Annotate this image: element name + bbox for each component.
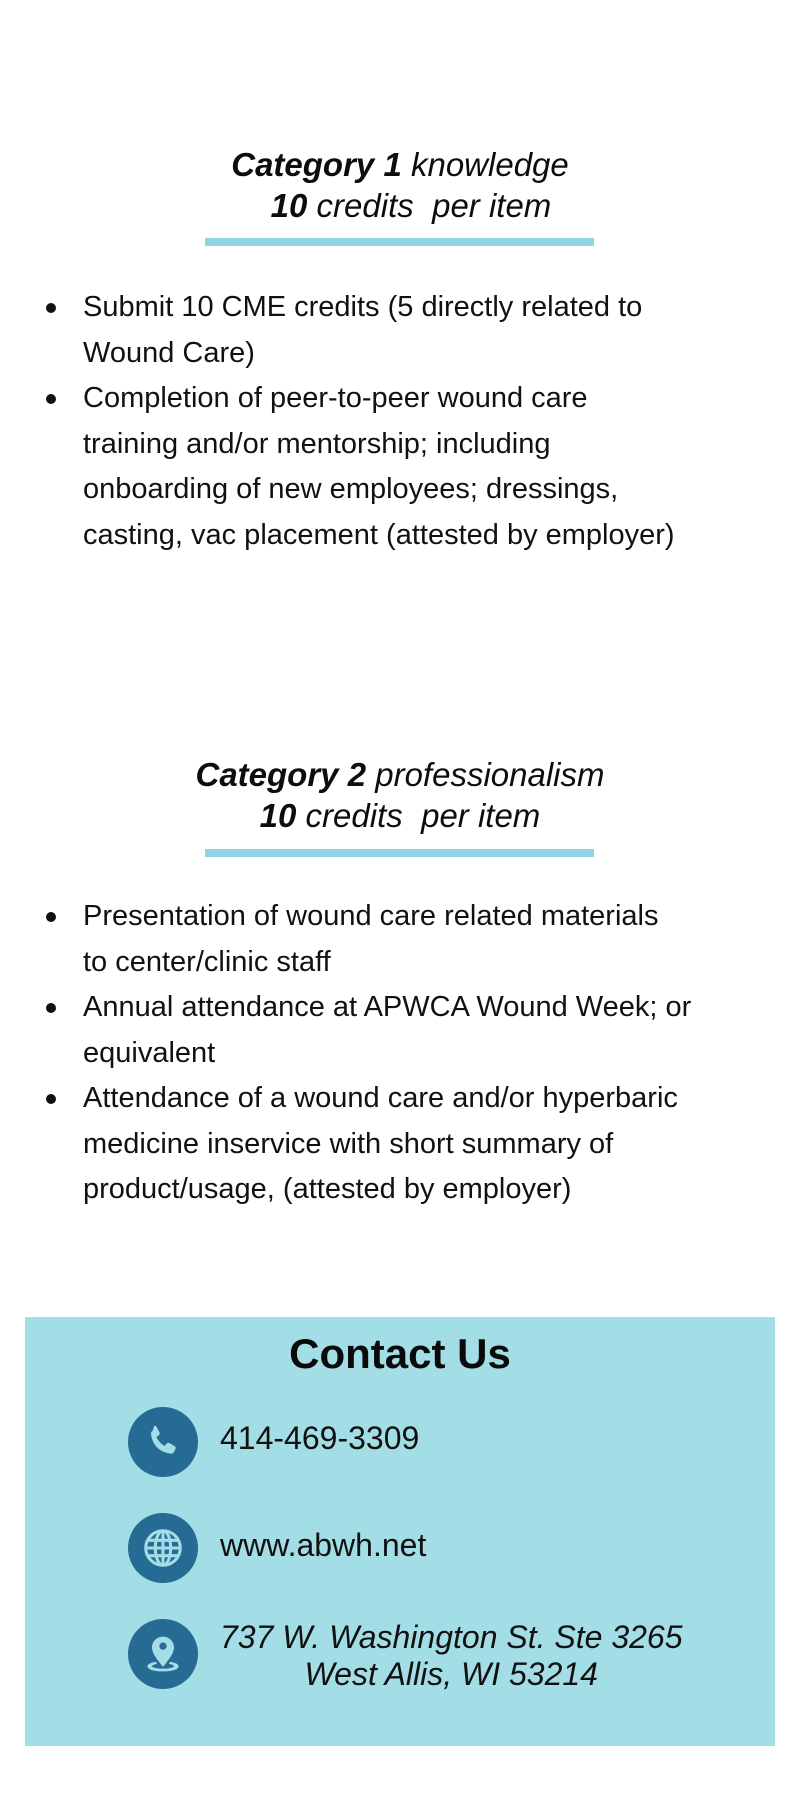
category-1-label: Category 1 [231, 146, 402, 183]
category-2-divider [205, 849, 594, 857]
phone-icon [128, 1407, 198, 1477]
list-item-text: Attendance of a wound care and/or hyperbaric medicine inservice with short summary of product/usage, (attested by employer) [83, 1082, 678, 1205]
list-item-text: Submit 10 CME credits (5 directly related to Wound Care) [83, 291, 643, 369]
category-1-credits-line [0, 185, 800, 226]
contact-panel [25, 1317, 775, 1746]
category-1-credits-value: 10 [270, 187, 308, 224]
category-2-name: professionalism [366, 756, 605, 793]
category-2-list [0, 894, 800, 1213]
category-1-heading [0, 144, 800, 226]
list-item [0, 1076, 800, 1213]
category-2-credits-value: 10 [259, 797, 297, 834]
category-2-credits-text: credits per item [296, 797, 541, 834]
contact-phone[interactable]: 414-469-3309 [220, 1420, 420, 1456]
globe-icon [128, 1513, 198, 1583]
list-item-text: Completion of peer-to-peer wound care training and/or mentorship; including onboarding of new employees; dressings, casting, vac placement (attested by employer) [83, 382, 675, 551]
category-1-credits-text: credits per item [307, 187, 552, 224]
list-item [0, 376, 800, 558]
contact-address [220, 1619, 683, 1693]
category-1-list [0, 285, 800, 558]
address-line-2: West Allis, WI 53214 [304, 1656, 598, 1692]
contact-website-link[interactable]: www.abwh.net [220, 1527, 427, 1563]
location-pin-icon [128, 1619, 198, 1689]
list-item-text: Presentation of wound care related materials to center/clinic staff [83, 900, 659, 978]
category-1-name: knowledge [401, 146, 569, 183]
category-1-divider [205, 238, 594, 246]
bullet-icon [46, 1003, 56, 1013]
category-2-credits-line [0, 795, 800, 836]
list-item-text: Annual attendance at APWCA Wound Week; or equivalent [83, 991, 692, 1069]
contact-title: Contact Us [289, 1330, 511, 1377]
bullet-icon [46, 394, 56, 404]
bullet-icon [46, 912, 56, 922]
bullet-icon [46, 1094, 56, 1104]
category-2-label: Category 2 [195, 756, 367, 793]
category-2-heading [0, 754, 800, 836]
category-1-title-line [0, 144, 800, 185]
list-item [0, 894, 800, 985]
address-line-1: 737 W. Washington St. Ste 3265 [220, 1619, 683, 1655]
list-item [0, 985, 800, 1076]
list-item [0, 285, 800, 376]
category-2-title-line [0, 754, 800, 795]
bullet-icon [46, 303, 56, 313]
